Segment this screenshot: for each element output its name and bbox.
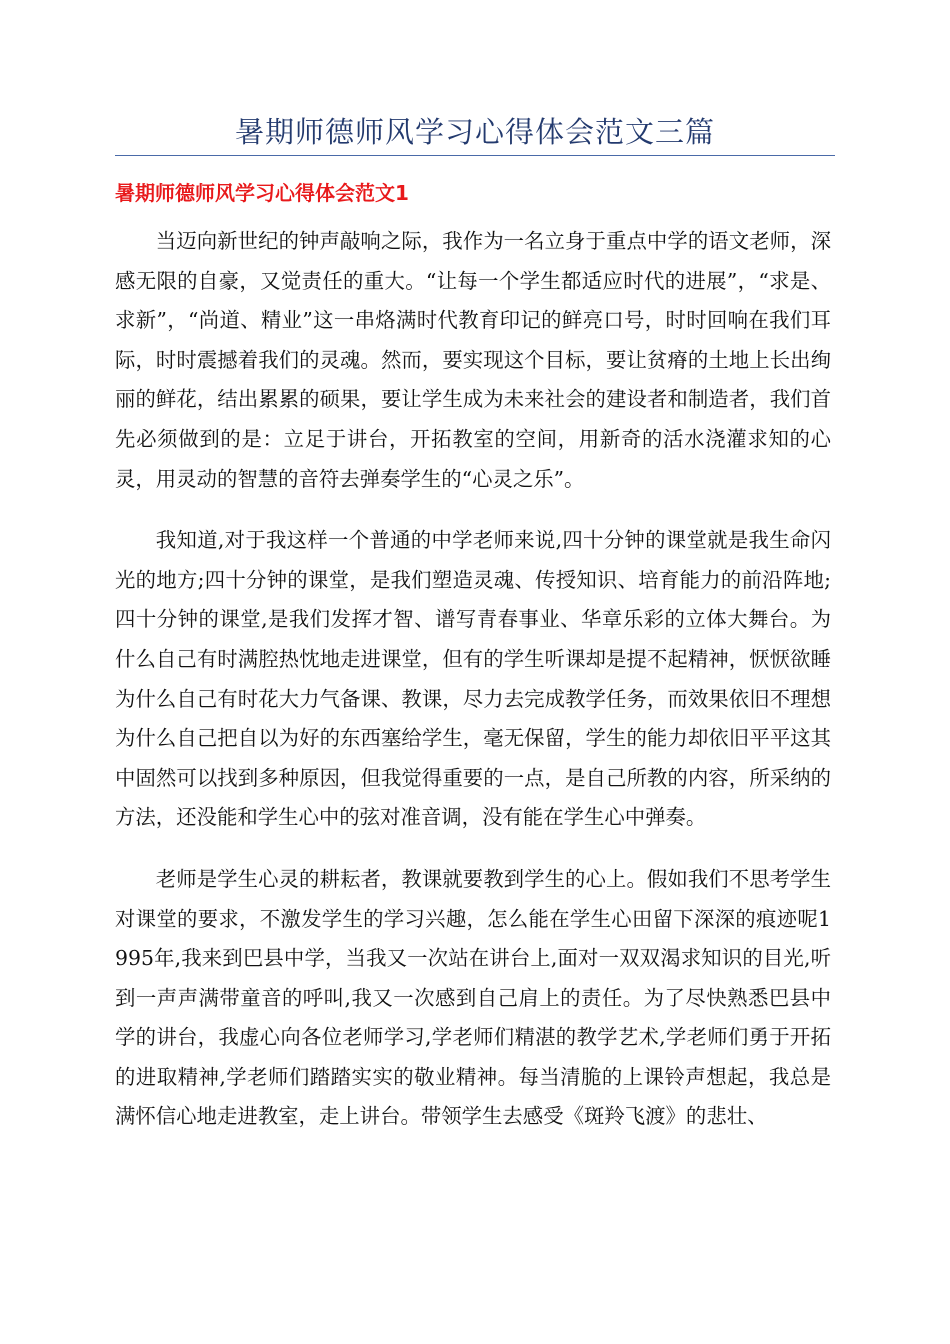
document-title: 暑期师德师风学习心得体会范文三篇 (234, 115, 715, 149)
section-heading: 暑期师德师风学习心得体会范文1 (115, 181, 409, 205)
document-body (115, 222, 831, 1159)
paragraph-2: 我知道,对于我这样一个普通的中学老师来说,四十分钟的课堂就是我生命闪光的地方;四十分钟的课堂，是我们塑造灵魂、传授知识、培育能力的前沿阵地;四十分钟的课堂,是我们发挥才智、谱写青春事业、华章乐彩的立体大舞台。为什么自己有时满腔热忱地走进课堂，但有的学生听课却是提不起精神，恹恹欲睡为什么自己有时花大力气备课、教课，尽力去完成教学任务，而效果依旧不理想为什么自己把自以为好的东西塞给学生，毫无保留，学生的能力却依旧平平这其中固然可以找到多种原因，但我觉得重要的一点，是自己所教的内容，所采纳的方法，还没能和学生心中的弦对准音调，没有能在学生心中弹奏。 (115, 528, 831, 830)
paragraph-1: 当迈向新世纪的钟声敲响之际，我作为一名立身于重点中学的语文老师，深感无限的自豪，又觉责任的重大。“让每一个学生都适应时代的进展”，“求是、求新”，“尚道、精业”这一串烙满时代教育印记的鲜亮口号，时时回响在我们耳际，时时震撼着我们的灵魂。然而，要实现这个目标，要让贫瘠的土地上长出绚丽的鲜花，结出累累的硕果，要让学生成为未来社会的建设者和制造者，我们首先必须做到的是：立足于讲台，开拓教室的空间，用新奇的活水浇灌求知的心灵，用灵动的智慧的音符去弹奏学生的“心灵之乐”。 (115, 229, 831, 491)
paragraph-3: 老师是学生心灵的耕耘者，教课就要教到学生的心上。假如我们不思考学生对课堂的要求，不激发学生的学习兴趣，怎么能在学生心田留下深深的痕迹呢1995年,我来到巴县中学，当我又一次站在讲台上,面对一双双渴求知识的目光,听到一声声满带童音的呼叫,我又一次感到自己肩上的责任。为了尽快熟悉巴县中学的讲台，我虚心向各位老师学习,学老师们精湛的教学艺术,学老师们勇于开拓的进取精神,学老师们踏踏实实的敬业精神。每当清脆的上课铃声想起，我总是满怀信心地走进教室，走上讲台。带领学生去感受《斑羚飞渡》的悲壮、 (115, 866, 831, 1129)
title-underline (115, 155, 835, 156)
